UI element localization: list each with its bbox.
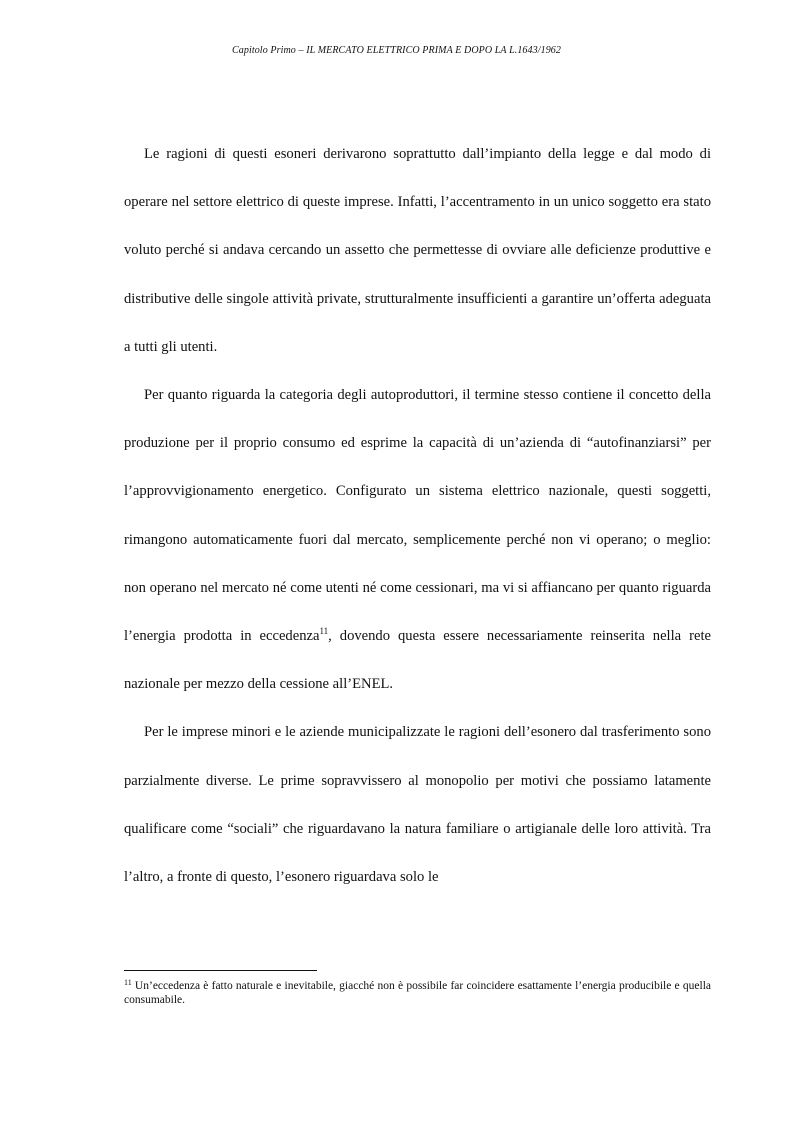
paragraph-2 [124, 371, 711, 708]
footnote-reference[interactable]: 11 [319, 626, 329, 637]
paragraph-2-text-a: Per quanto riguarda la categoria degli autoproduttori, il termine stesso contiene il concetto della produzione per il proprio consumo ed esprime la capacità di un’azienda di “autofinanziarsi” per l’approvvigionamento energetico. Configurato un sistema elettrico nazionale, questi soggetti, rimangono automaticamente fuori dal mercato, semplicemente perché non vi operano; o meglio: non operano nel mercato né come utenti né come cessionari, ma vi si affiancano per quanto riguarda l’energia prodotta in eccedenza [124, 387, 711, 645]
footnote-number: 11 [124, 978, 132, 987]
body-text [124, 130, 711, 901]
footnote [124, 979, 711, 1007]
running-header: Capitolo Primo – IL MERCATO ELETTRICO PRIMA E DOPO LA L.1643/1962 [231, 45, 562, 56]
paragraph-2-text-b: , dovendo questa essere necessariamente reinserita nella rete nazionale per mezzo della cessione all’ENEL. [124, 628, 711, 693]
footnote-divider [124, 970, 317, 971]
paragraph-1: Le ragioni di questi esoneri derivarono soprattutto dall’impianto della legge e dal modo di operare nel settore elettrico di queste imprese. Infatti, l’accentramento in un unico soggetto era stato voluto perché si andava cercando un assetto che permettesse di ovviare alle deficienze produttive e distributive delle singole attività private, strutturalmente insufficienti a garantire un’offerta adeguata a tutti gli utenti. [124, 146, 711, 355]
paragraph-3: Per le imprese minori e le aziende municipalizzate le ragioni dell’esonero dal trasferimento sono parzialmente diverse. Le prime sopravvissero al monopolio per motivi che possiamo latamente qualificare come “sociali” che riguardavano la natura familiare o artigianale delle loro attività. Tra l’altro, a fronte di questo, l’esonero riguardava solo le [124, 724, 711, 886]
footnote-text: Un’eccedenza è fatto naturale e inevitabile, giacché non è possibile far coincidere esattamente l’energia producibile e quella consumabile. [124, 980, 711, 1006]
